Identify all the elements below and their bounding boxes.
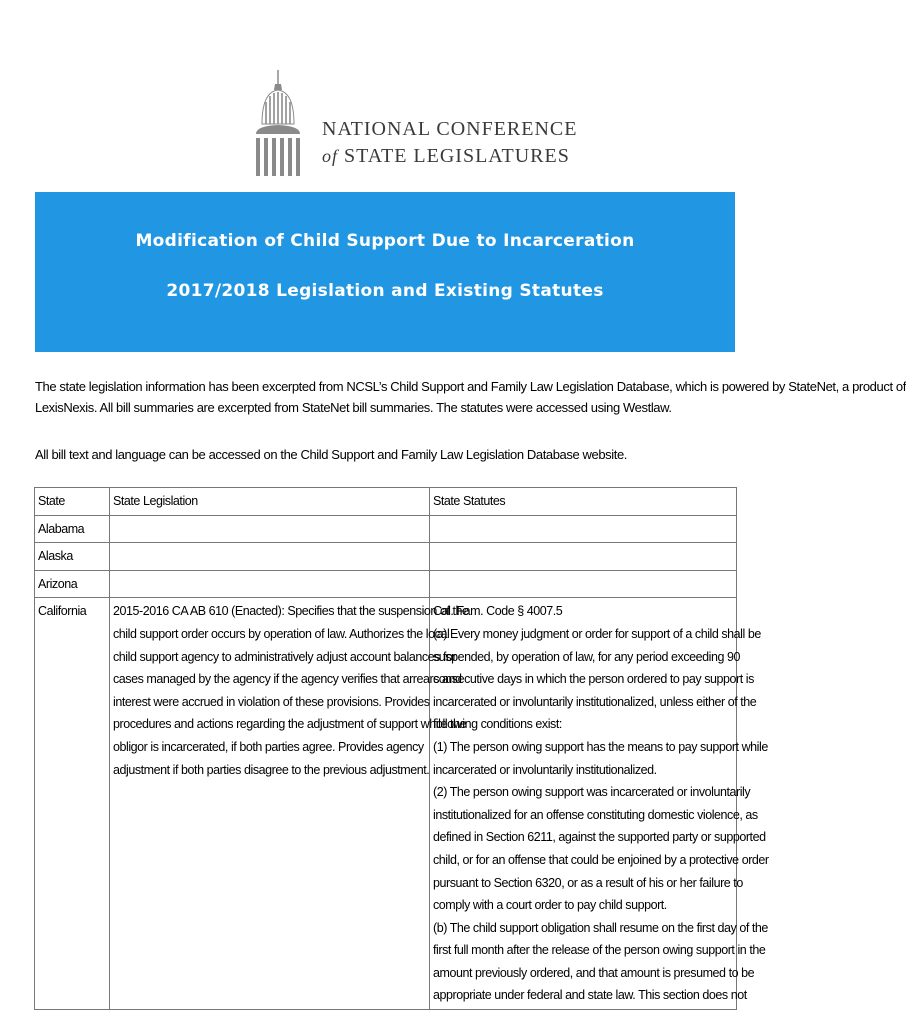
intro-line: LexisNexis. All bill summaries are excerpted from StateNet bill summaries. The statutes were accessed using Westlaw. xyxy=(35,400,672,415)
statute-line: (1) The person owing support has the means to pay support while xyxy=(433,739,768,754)
title-banner xyxy=(35,192,735,352)
table-row-california xyxy=(35,598,737,1010)
legislation-cell xyxy=(110,570,430,598)
statute-line: consecutive days in which the person ordered to pay support is xyxy=(433,672,754,687)
table-header-row xyxy=(35,488,737,516)
table-row xyxy=(35,515,737,543)
statute-line: pursuant to Section 6320, or as a result of his or her failure to xyxy=(433,875,743,890)
statute-line: (b) The child support obligation shall resume on the first day of the xyxy=(433,920,768,935)
statute-line: (a) Every money judgment or order for support of a child shall be xyxy=(433,626,761,641)
legislation-cell xyxy=(110,598,469,1010)
legislation-cell xyxy=(110,543,430,571)
table-row xyxy=(35,570,737,598)
logo-line-2 xyxy=(322,142,577,170)
intro-paragraph-2: All bill text and language can be accessed on the Child Support and Family Law Legislation Database website. xyxy=(35,447,628,462)
legislation-line: procedures and actions regarding the adjustment of support while the xyxy=(113,717,466,732)
document-title: Modification of Child Support Due to Incarceration xyxy=(135,231,635,251)
statute-line: following conditions exist: xyxy=(433,717,562,732)
statute-line: institutionalized for an offense constituting domestic violence, as xyxy=(433,807,758,822)
statute-line: amount previously ordered, and that amount is presumed to be xyxy=(433,965,755,980)
intro-line: The state legislation information has been excerpted from NCSL’s Child Support and Family Law Legislation Database, which is powered by StateNet, a product of xyxy=(35,379,906,394)
legislation-line: child support agency to administratively adjust account balances for xyxy=(113,649,457,664)
state-name: Alabama xyxy=(35,515,110,543)
ncsl-wordmark xyxy=(322,116,577,170)
legislation-line: cases managed by the agency if the agency verifies that arrears and xyxy=(113,672,462,687)
logo-line-1: NATIONAL CONFERENCE xyxy=(322,118,578,140)
statutes-cell xyxy=(430,598,769,1010)
logo-state-legislatures: STATE LEGISLATURES xyxy=(344,145,570,167)
state-name: California xyxy=(35,598,110,1010)
statute-line: Cal. Fam. Code § 4007.5 xyxy=(433,604,563,619)
logo-of: of xyxy=(322,146,339,166)
legislation-line: adjustment if both parties disagree to the previous adjustment. xyxy=(113,762,430,777)
statute-line: defined in Section 6211, against the supported party or supported xyxy=(433,830,766,845)
capitol-dome-icon xyxy=(248,68,308,186)
legislation-line: obligor is incarcerated, if both parties agree. Provides agency xyxy=(113,739,424,754)
statutes-cell xyxy=(430,570,737,598)
legislation-table xyxy=(34,487,769,1010)
legislation-line: child support order occurs by operation of law. Authorizes the local xyxy=(113,626,450,641)
legislation-line: interest were accrued in violation of these provisions. Provides xyxy=(113,694,430,709)
statute-line: (2) The person owing support was incarcerated or involuntarily xyxy=(433,785,751,800)
statute-line: suspended, by operation of law, for any period exceeding 90 xyxy=(433,649,741,664)
header-state: State xyxy=(35,488,110,516)
statute-line: comply with a court order to pay child support. xyxy=(433,898,667,913)
table-row xyxy=(35,543,737,571)
ncsl-logo xyxy=(248,68,578,188)
state-name: Alaska xyxy=(35,543,110,571)
state-name: Arizona xyxy=(35,570,110,598)
legislation-cell xyxy=(110,515,430,543)
statutes-cell xyxy=(430,543,737,571)
statutes-cell xyxy=(430,515,737,543)
statute-line: child, or for an offense that could be enjoined by a protective order xyxy=(433,852,769,867)
header-state-legislation: State Legislation xyxy=(110,488,430,516)
header-state-statutes: State Statutes xyxy=(430,488,737,516)
legislation-line: 2015-2016 CA AB 610 (Enacted): Specifies that the suspension of the xyxy=(113,604,469,619)
statute-line: first full month after the release of the person owing support in the xyxy=(433,943,766,958)
statute-line: incarcerated or involuntarily institutionalized, unless either of the xyxy=(433,694,757,709)
statute-line: appropriate under federal and state law. This section does not xyxy=(433,988,747,1003)
document-subtitle: 2017/2018 Legislation and Existing Statutes xyxy=(166,281,604,301)
intro-paragraph xyxy=(35,376,906,418)
statute-line: incarcerated or involuntarily institutionalized. xyxy=(433,762,657,777)
